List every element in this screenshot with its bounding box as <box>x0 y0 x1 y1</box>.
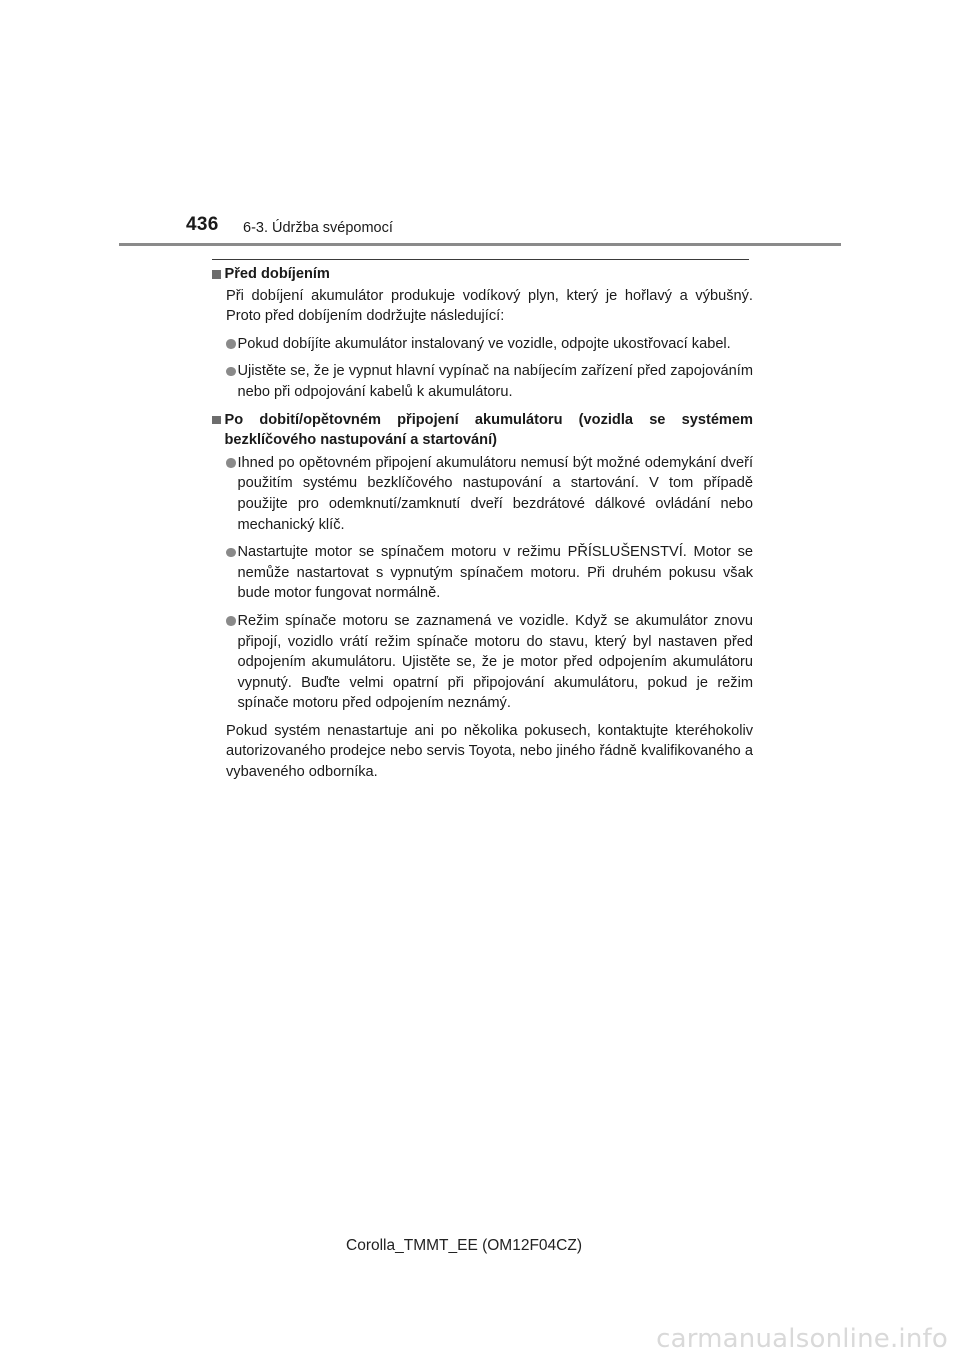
round-bullet-icon <box>226 339 236 349</box>
square-bullet-icon <box>212 416 221 425</box>
footer-text: Corolla_TMMT_EE (OM12F04CZ) <box>346 1237 582 1254</box>
list-item <box>212 453 753 535</box>
closing-paragraph: Pokud systém nenastartuje ani po několika pokusech, kontaktujte kteréhokoliv autorizovaného prodejce nebo servis Toyota, nebo jiného řádně kvalifikovaného a vybaveného odborníka. <box>226 722 753 781</box>
list-item-text: Ihned po opětovném připojení akumulátoru nemusí být možné odemykání dveří použitím systému bezklíčového nastupování a startování. V tom případě použijte pro odemknutí/zamknutí dveří bezdrátové dálkové ovládání nebo mechanický klíč. <box>237 454 753 533</box>
page-number: 436 <box>186 214 219 235</box>
section-title: 6-3. Údržba svépomocí <box>243 220 393 236</box>
heading-before-charging <box>212 264 753 285</box>
header-rule <box>119 243 841 246</box>
list-item <box>212 542 753 604</box>
round-bullet-icon <box>226 548 236 558</box>
footer <box>0 1237 960 1255</box>
watermark: carmanualsonline.info <box>656 1324 948 1354</box>
list-item-text: Pokud dobíjíte akumulátor instalovaný ve vozidle, odpojte ukostřovací kabel. <box>237 335 731 352</box>
list-item-text: Ujistěte se, že je vypnut hlavní vypínač na nabíjecím zařízení před zapojováním nebo při odpojování kabelů k akumulátoru. <box>237 363 753 400</box>
intro-paragraph: Při dobíjení akumulátor produkuje vodíkový plyn, který je hořlavý a výbušný. Proto před dobíjením dodržujte následující: <box>226 287 753 325</box>
heading-after-charging <box>212 410 753 451</box>
round-bullet-icon <box>226 367 236 377</box>
square-bullet-icon <box>212 270 221 279</box>
list-item-text: Nastartujte motor se spínačem motoru v režimu PŘÍSLUŠENSTVÍ. Motor se nemůže nastartovat s vypnutým spínačem motoru. Při druhém pokusu však bude motor fungovat normálně. <box>237 544 753 602</box>
heading-text: Před dobíjením <box>224 266 330 282</box>
round-bullet-icon <box>226 458 236 468</box>
content-rule <box>212 259 749 260</box>
list-item <box>212 611 753 714</box>
heading-text: Po dobití/opětovném připojení akumulátoru (vozidla se systémem bezklíčového nastupování a startování) <box>224 411 753 449</box>
list-item <box>212 334 753 355</box>
round-bullet-icon <box>226 616 236 626</box>
list-item <box>212 361 753 402</box>
content <box>212 264 753 783</box>
list-item-text: Režim spínače motoru se zaznamená ve vozidle. Když se akumulátor znovu připojí, vozidlo vrátí režim spínače motoru do stavu, který byl nastaven před odpojením akumulátoru. Ujistěte se, že je motor před odpojením akumulátoru vypnutý. Buďte velmi opatrní při připojování akumulátoru, pokud je režim spínače motoru před odpojením neznámý. <box>237 612 753 712</box>
